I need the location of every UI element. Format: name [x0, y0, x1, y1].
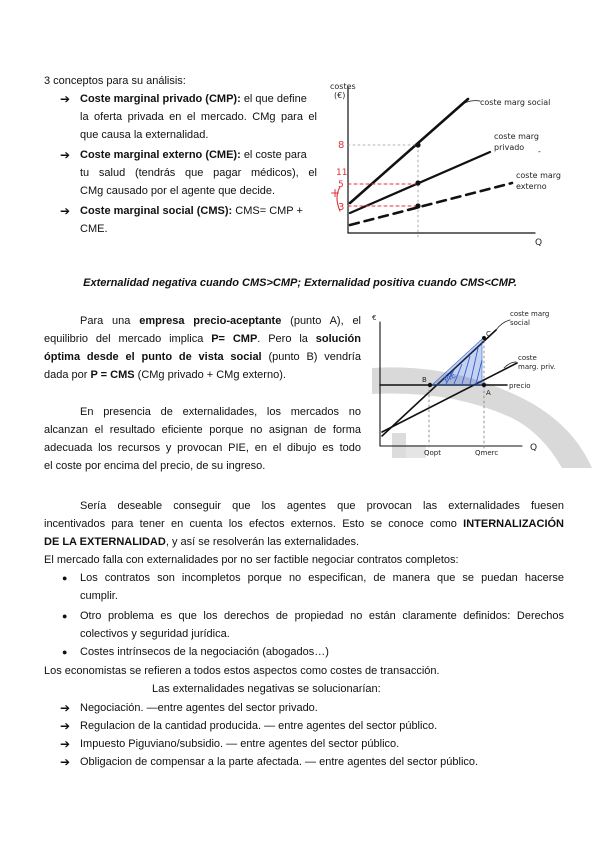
- cms-def-1: CMS= CMP +: [235, 205, 303, 217]
- solution-1: Negociación. —entre agentes del sector privado.: [80, 702, 318, 714]
- para1-g: solución: [315, 333, 361, 345]
- closing-line-1: Los economistas se refieren a todos estos aspectos como costes de transacción.: [44, 665, 440, 677]
- para1-line-2: [44, 330, 361, 348]
- private-label-1: coste marg: [494, 132, 539, 141]
- q-market-label: Qmerc: [475, 449, 499, 457]
- para1-line-3: [44, 348, 361, 366]
- cmp-line-3: que causa la externalidad.: [80, 129, 209, 141]
- cme-line-3: CMg causado por el agente que decide.: [80, 185, 276, 197]
- pie-label: PIE: [442, 370, 458, 385]
- para1-e: P= CMP: [211, 333, 258, 345]
- cme-line-1: [80, 146, 317, 164]
- bullet-icon: ●: [62, 647, 68, 657]
- solution-3: Impuesto Piguviano/subsidio. — entre agentes del sector público.: [80, 738, 400, 750]
- point-a-label: A: [486, 389, 491, 397]
- cme-line-2: tu salud (tendrás que pagar médicos), el: [80, 167, 317, 179]
- arrow-icon: ➔: [60, 737, 71, 751]
- point-8: [415, 142, 420, 147]
- social-label-1: coste marg: [510, 310, 550, 318]
- para1-a: Para una: [80, 315, 140, 327]
- tick-3: 3: [338, 202, 345, 213]
- para3-line-2: [44, 515, 564, 533]
- para1-i: (punto B) vendría: [261, 351, 361, 363]
- external-label-1: coste marg: [516, 171, 561, 180]
- para1-d: equilibrio del mercado implica: [44, 333, 212, 345]
- para2-line-1: En presencia de externalidades, los mercados no: [80, 406, 361, 418]
- y-label: €: [372, 314, 377, 322]
- para3-c: DE LA EXTERNALIDAD: [44, 536, 166, 548]
- cms-line-1: [80, 202, 317, 220]
- arrow-icon: ➔: [60, 701, 71, 715]
- cme-def-1: el coste para: [243, 149, 307, 161]
- para1-line-4: [44, 366, 286, 384]
- para1-h: óptima desde el punto de vista social: [44, 351, 262, 363]
- point-b-label: B: [422, 376, 427, 384]
- cmp-term: Coste marginal privado (CMP):: [80, 93, 241, 105]
- point-b: [428, 383, 432, 387]
- social-label-line: [496, 320, 510, 330]
- externality-heading: Externalidad negativa cuando CMS>CMP; Externalidad positiva cuando CMS<CMP.: [83, 277, 517, 289]
- bullet-1-line-1: Los contratos son incompletos porque no especifican, de manera que se puedan hacerse: [80, 572, 564, 584]
- cms-line-2: CME.: [80, 223, 108, 235]
- private-label-2: privado: [494, 143, 525, 152]
- para3-d: , y así se resolverán las externalidades.: [165, 536, 360, 548]
- q-opt-label: Qopt: [424, 449, 441, 457]
- para1-c: (punto A), el: [281, 315, 362, 327]
- social-label-2: social: [510, 319, 530, 327]
- minus-mark: -: [538, 147, 541, 156]
- bullet-1-line-2: cumplir.: [80, 590, 118, 602]
- cmp-line-2: la oferta privada en el mercado. CMg para el: [80, 111, 317, 123]
- arrow-icon: ➔: [60, 92, 71, 106]
- tick-11: 11: [336, 168, 348, 178]
- para1-k: P = CMS: [90, 369, 135, 381]
- cme-term: Coste marginal externo (CME):: [80, 149, 241, 161]
- para1-f: . Pero la: [257, 333, 316, 345]
- bullet-2-line-1: Otro problema es que los derechos de propiedad no están claramente definidos: Derechos: [80, 610, 564, 622]
- intro-line: 3 conceptos para su análisis:: [44, 75, 186, 87]
- cmp-line-1: [80, 90, 317, 108]
- para3-line-4: El mercado falla con externalidades por no ser factible negociar contratos completos:: [44, 554, 459, 566]
- price-label: precio: [509, 382, 531, 390]
- para3-line-3: [44, 533, 359, 551]
- arrow-icon: ➔: [60, 755, 71, 769]
- point-a: [482, 383, 486, 387]
- arrow-icon: ➔: [60, 204, 71, 218]
- private-label-1: coste: [518, 354, 537, 362]
- solution-2: Regulacion de la cantidad producida. — entre agentes del sector público.: [80, 720, 438, 732]
- y-label-2: (€): [334, 91, 346, 100]
- point-3: [415, 203, 420, 208]
- y-label-1: costes: [330, 82, 356, 91]
- para2-line-4: el coste por encima del precio, de su ingreso.: [44, 460, 266, 472]
- private-label-2: marg. priv.: [518, 363, 556, 371]
- para3-a: incentivados para tener en cuenta los efectos externos. Esto se conoce como: [44, 518, 464, 530]
- bullet-icon: ●: [62, 611, 68, 621]
- bullet-3: Costes intrínsecos de la negociación (abogados…): [80, 646, 329, 658]
- para1-j: dada por: [44, 369, 91, 381]
- cms-term: Coste marginal social (CMS):: [80, 205, 233, 217]
- external-cost-line: [350, 183, 512, 225]
- closing-line-2: Las externalidades negativas se solucionarían:: [152, 683, 381, 695]
- x-label: Q: [535, 238, 543, 248]
- x-label: Q: [530, 443, 538, 453]
- sum-mark: +: [330, 186, 341, 200]
- para3-line-1: Sería deseable conseguir que los agentes que provocan las externalidades fuesen: [80, 500, 564, 512]
- para1-l: (CMg privado + CMg externo).: [134, 369, 286, 381]
- tick-5: 5: [338, 180, 344, 190]
- para2-line-3: adecuada los recursos y provocan PIE, en el dibujo es todo: [44, 442, 361, 454]
- solution-4: Obligacion de compensar a la parte afectada. — entre agentes del sector público.: [80, 756, 479, 768]
- bullet-icon: ●: [62, 573, 68, 583]
- externality-sketch: [372, 308, 572, 458]
- cmp-def-1: el que define: [243, 93, 307, 105]
- point-5: [415, 180, 420, 185]
- tick-8: 8: [338, 140, 345, 151]
- point-c-label: C: [486, 330, 491, 338]
- bullet-2-line-2: colectivos y seguridad jurídica.: [80, 628, 230, 640]
- para3-b: INTERNALIZACIÓN: [463, 518, 564, 530]
- cost-curves-sketch: [330, 75, 590, 250]
- para1-b: empresa precio-aceptante: [139, 315, 282, 327]
- social-label: coste marg social: [480, 98, 551, 107]
- arrow-icon: ➔: [60, 719, 71, 733]
- para2-line-2: alcanzan el resultado eficiente porque no asignan de forma: [44, 424, 361, 436]
- arrow-icon: ➔: [60, 148, 71, 162]
- external-label-2: externo: [516, 182, 547, 191]
- para1-line-1: [44, 312, 361, 330]
